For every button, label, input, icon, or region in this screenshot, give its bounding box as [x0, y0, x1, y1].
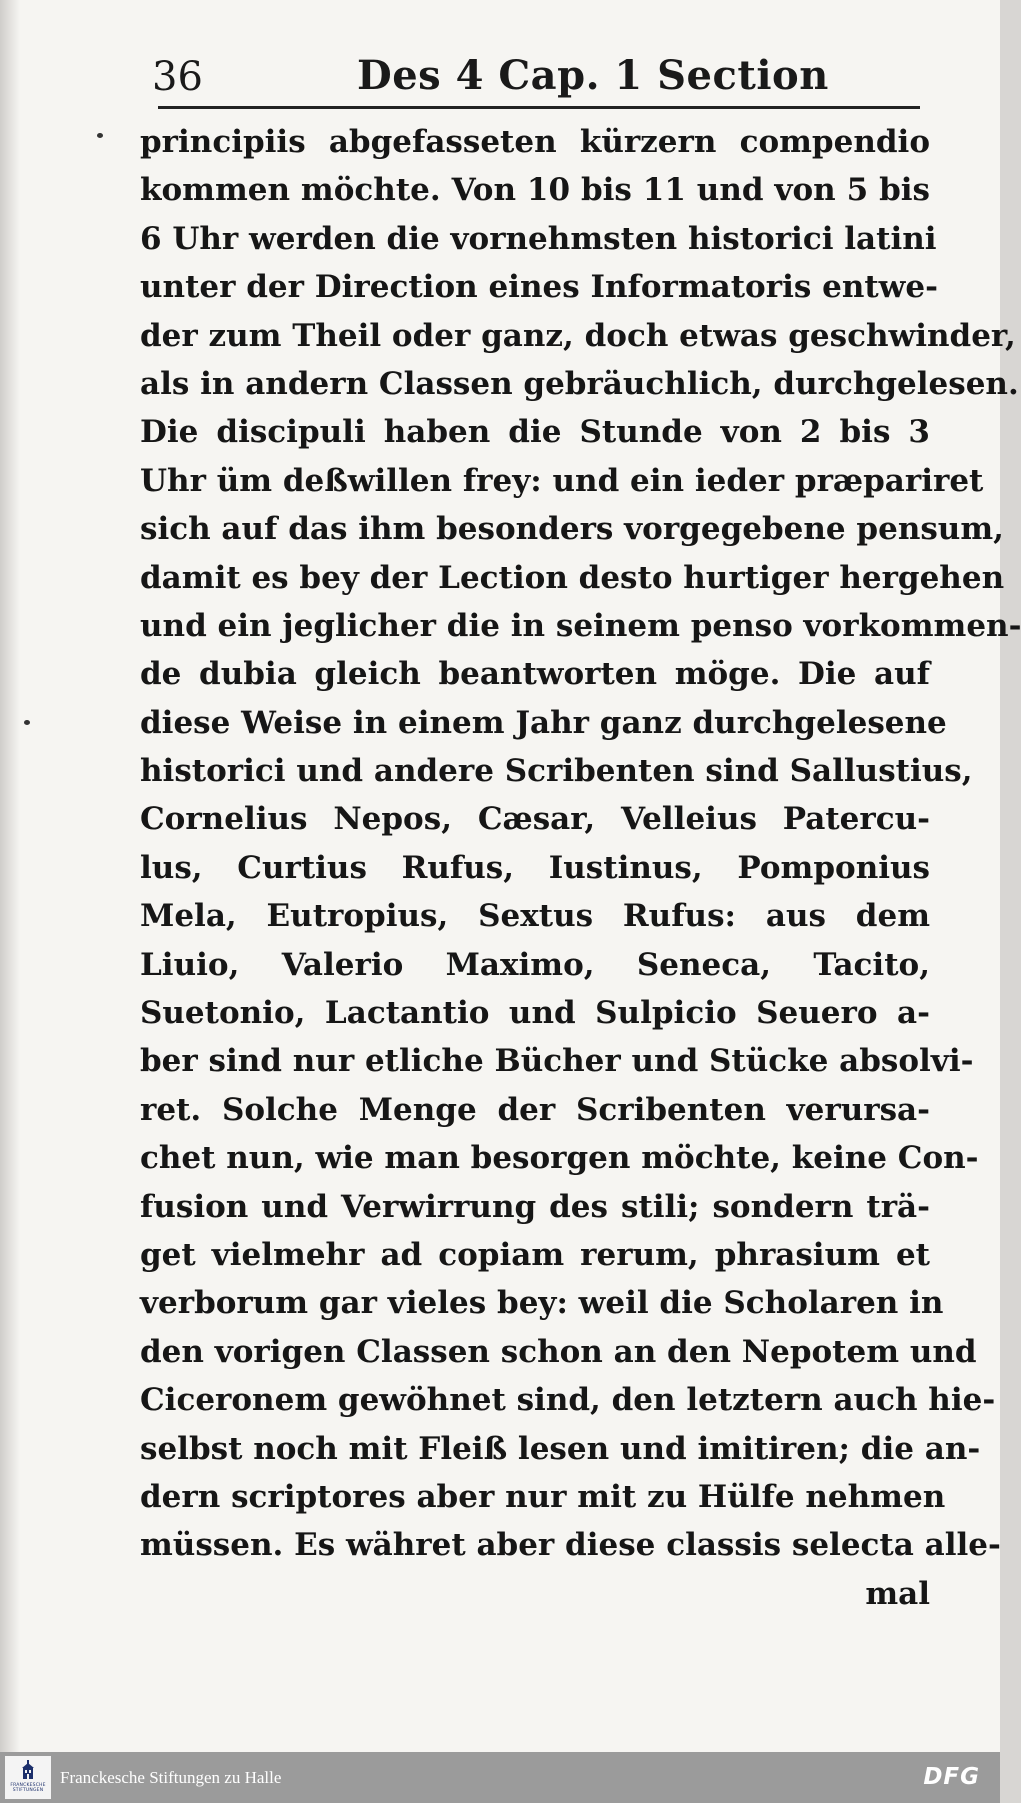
orphanage-building-icon — [20, 1760, 36, 1780]
page-number: 36 — [152, 54, 203, 100]
header-rule — [158, 106, 920, 109]
text-line: dern scriptores aber nur mit zu Hülfe nehmen — [140, 1478, 946, 1515]
text-line: historici und andere Scribenten sind Sallustius, — [140, 753, 973, 790]
text-line: verborum gar vieles bey: weil die Scholaren in — [140, 1285, 944, 1322]
body-text — [140, 118, 1021, 1618]
text-line: den vorigen Classen schon an den Nepotem und — [140, 1333, 977, 1370]
text-line: kommen möchte. Von 10 bis 11 und von 5 bis — [140, 172, 930, 209]
text-line: chet nun, wie man besorgen möchte, keine Con- — [140, 1140, 979, 1177]
logo-caption: FRANCKESCHE STIFTUNGEN — [10, 1783, 46, 1793]
text-line: und ein jeglicher die in seinem penso vorkommen- — [140, 607, 1021, 644]
text-line: unter der Direction eines Informatoris entwe- — [140, 269, 938, 306]
franckesche-stiftungen-logo[interactable] — [5, 1756, 51, 1799]
text-line: Suetonio, Lactantio und Sulpicio Seuero a- — [140, 995, 930, 1032]
text-line: 6 Uhr werden die vornehmsten historici latini — [140, 220, 937, 257]
dfg-logo[interactable]: DFG — [923, 1764, 980, 1790]
text-line: ret. Solche Menge der Scribenten verursa- — [140, 1091, 930, 1128]
text-line: müssen. Es währet aber diese classis selecta alle- — [140, 1527, 1001, 1564]
text-line: ber sind nur etliche Bücher und Stücke absolvi- — [140, 1043, 974, 1080]
running-head: Des 4 Cap. 1 Section — [357, 52, 829, 99]
institution-name: Franckesche Stiftungen zu Halle — [60, 1768, 282, 1787]
text-line: als in andern Classen gebräuchlich, durchgelesen. — [140, 365, 1019, 402]
text-line: lus, Curtius Rufus, Iustinus, Pomponius — [140, 849, 930, 886]
text-line: Die discipuli haben die Stunde von 2 bis 3 — [140, 414, 930, 451]
viewer-footer-bar — [0, 1752, 1000, 1803]
text-line: get vielmehr ad copiam rerum, phrasium et — [140, 1236, 930, 1273]
text-line: fusion und Verwirrung des stili; sondern trä- — [140, 1188, 930, 1225]
text-line: damit es bey der Lection desto hurtiger hergehen — [140, 559, 1005, 596]
page-gutter-shadow — [0, 0, 20, 1752]
text-line: Liuio, Valerio Maximo, Seneca, Tacito, — [140, 946, 930, 983]
text-line: de dubia gleich beantworten möge. Die auf — [140, 656, 930, 693]
text-line: selbst noch mit Fleiß lesen und imitiren; die an- — [140, 1430, 981, 1467]
text-line: der zum Theil oder ganz, doch etwas geschwinder, — [140, 317, 1016, 354]
text-line: diese Weise in einem Jahr ganz durchgelesene — [140, 704, 947, 741]
text-line: Cornelius Nepos, Cæsar, Velleius Patercu- — [140, 801, 930, 838]
text-line: sich auf das ihm besonders vorgegebene pensum, — [140, 511, 1004, 548]
catchword: mal — [865, 1575, 930, 1612]
text-line: Mela, Eutropius, Sextus Rufus: aus dem — [140, 898, 930, 935]
text-line: Uhr üm deßwillen frey: und ein ieder præpariret — [140, 462, 984, 499]
margin-mark — [24, 720, 30, 725]
text-line: principiis abgefasseten kürzern compendio — [140, 124, 930, 160]
text-line: Ciceronem gewöhnet sind, den letztern auch hie- — [140, 1382, 996, 1419]
margin-mark — [97, 133, 103, 138]
page-header — [152, 48, 922, 108]
